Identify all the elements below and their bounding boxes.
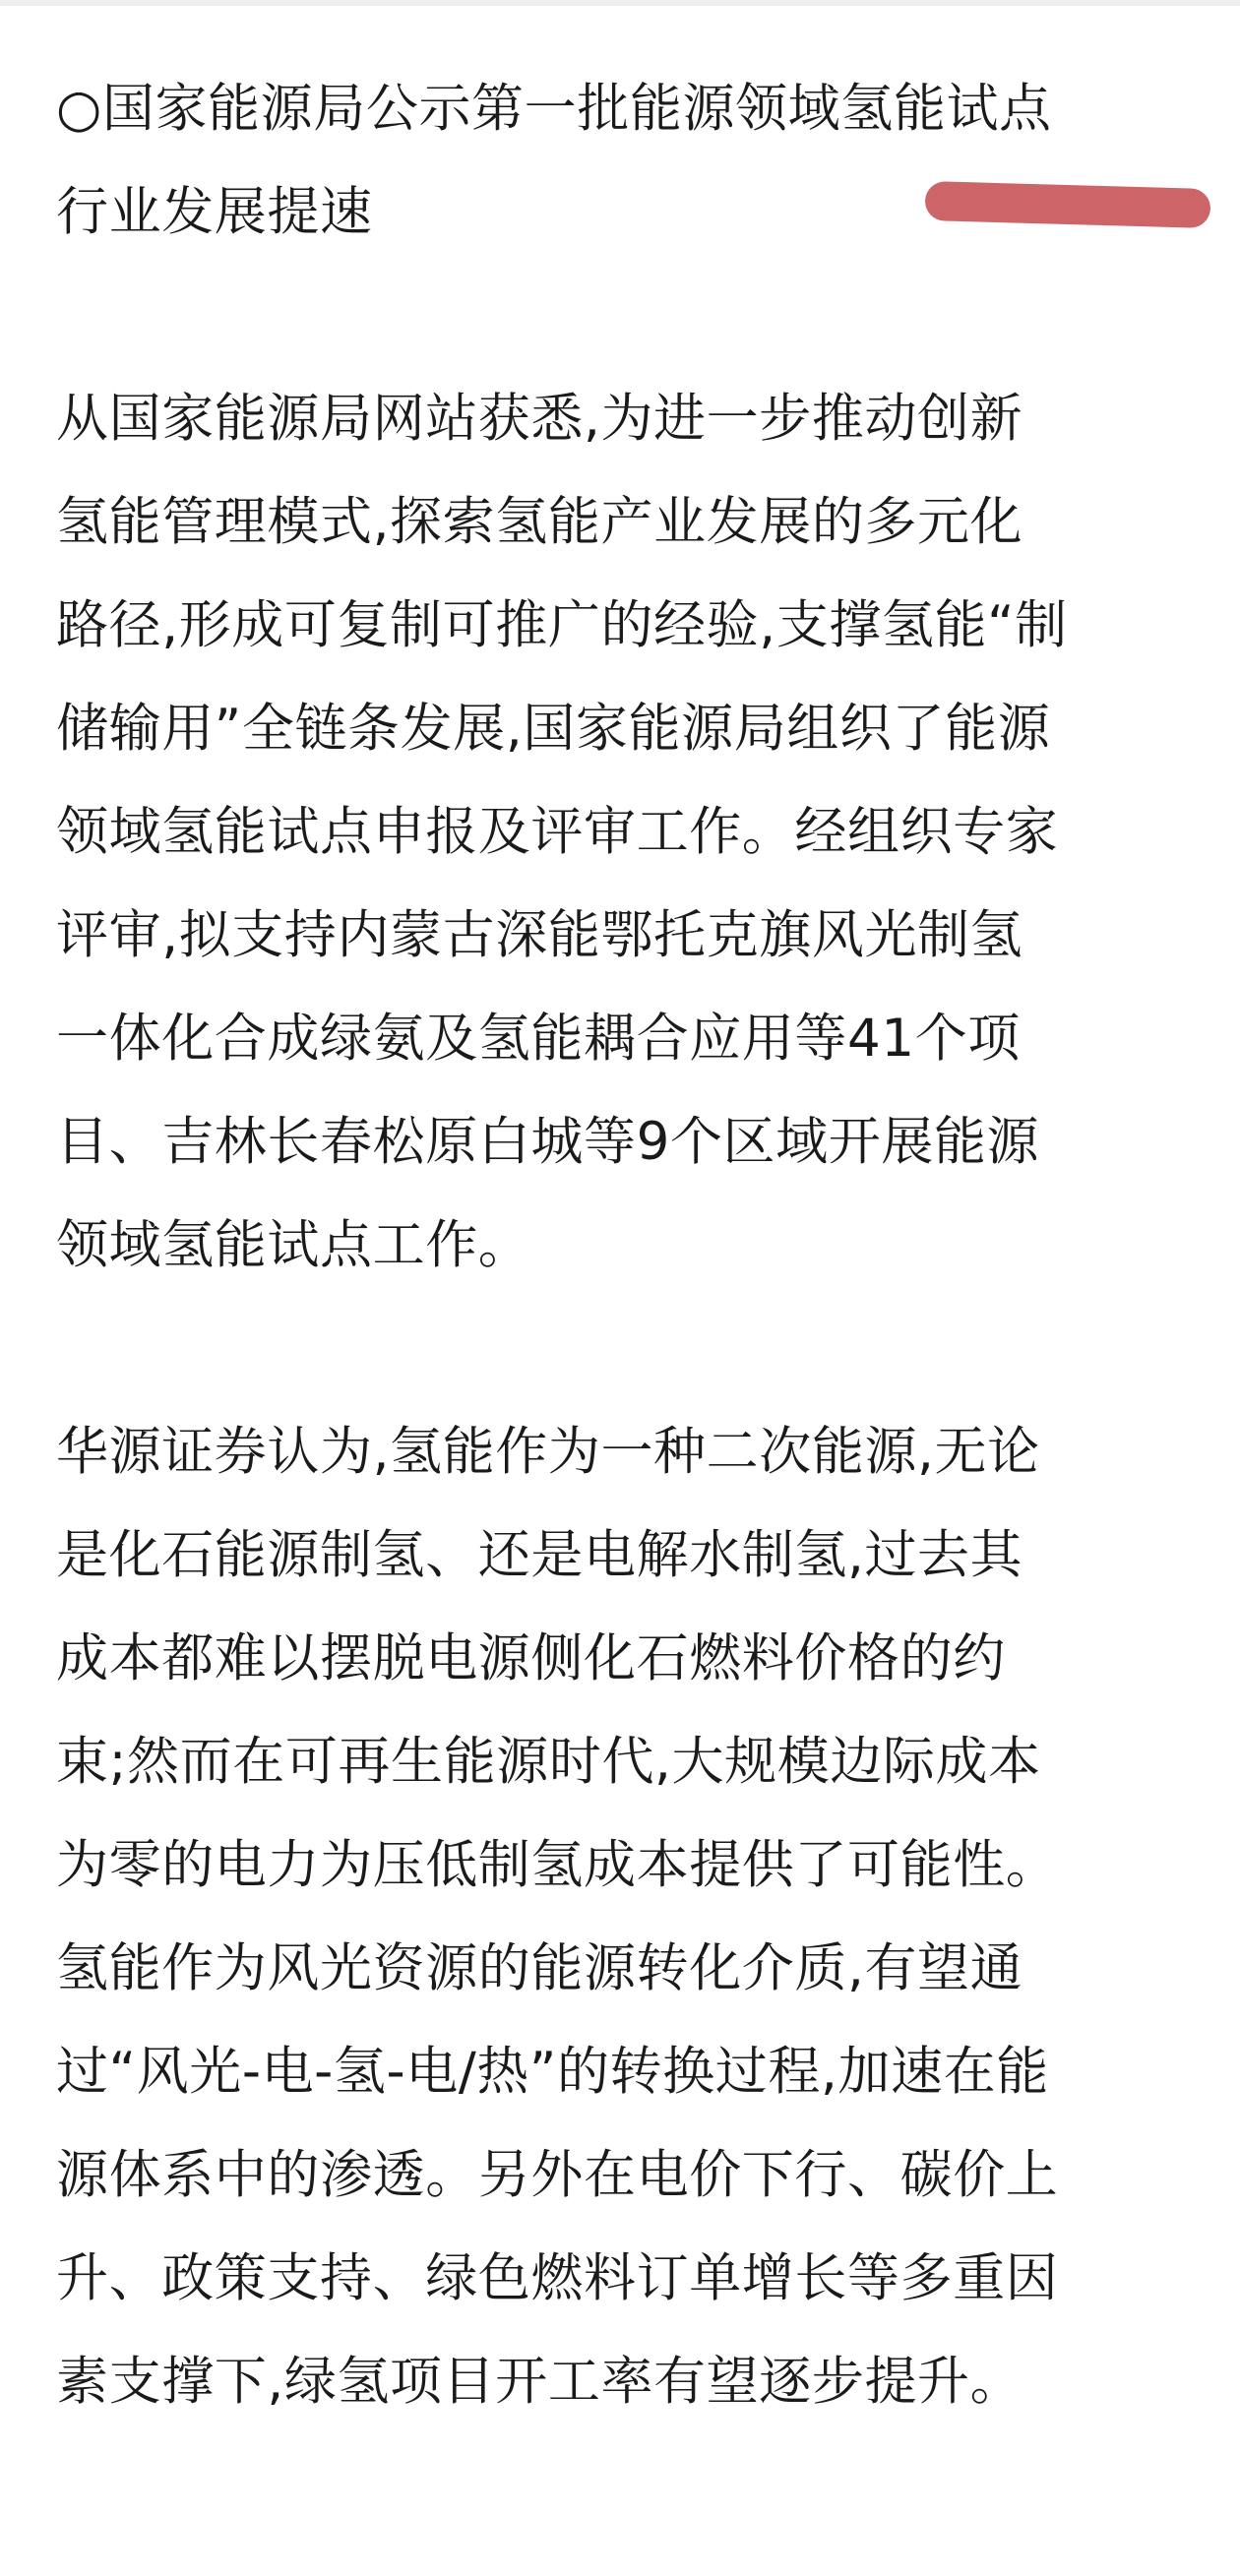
article-body [56, 57, 1188, 2433]
paragraph-1-line: 领域氢能试点申报及评审工作。经组织专家 [56, 802, 1059, 862]
paragraph-2-line: 为零的电力为压低制氢成本提供了可能性。 [56, 1835, 1059, 1895]
headline-line-1: ○国家能源局公示第一批能源领域氢能试点 [56, 79, 1052, 139]
paragraph-1-line: 一体化合成绿氨及氢能耦合应用等41个项 [56, 1009, 1021, 1069]
paragraph-2-line: 过“风光-电-氢-电/热”的转换过程,加速在能 [56, 2042, 1049, 2102]
paragraph-2-line: 束;然而在可再生能源时代,大规模边际成本 [56, 1732, 1041, 1792]
headline [56, 57, 1188, 264]
paragraph-gap [56, 1297, 1188, 1400]
paragraph-2-line: 华源证券认为,氢能作为一种二次能源,无论 [56, 1422, 1040, 1482]
paragraph-2-line: 源体系中的渗透。另外在电价下行、碳价上 [56, 2145, 1059, 2205]
paragraph-2-line: 升、政策支持、绿色燃料订单增长等多重因 [56, 2248, 1059, 2308]
paragraph-2-line: 氢能作为风光资源的能源转化介质,有望通 [56, 1938, 1023, 1998]
paragraph-1-line: 氢能管理模式,探索氢能产业发展的多元化 [56, 492, 1023, 552]
paragraph-2-line: 是化石能源制氢、还是电解水制氢,过去其 [56, 1525, 1023, 1585]
paragraph-1-line: 目、吉林长春松原白城等9个区域开展能源 [56, 1112, 1040, 1172]
paragraph-2-line: 成本都难以摆脱电源侧化石燃料价格的约 [56, 1628, 1006, 1688]
paragraph-1 [56, 367, 1188, 1297]
paragraph-1-line: 评审,拟支持内蒙古深能鄂托克旗风光制氢 [56, 905, 1023, 965]
paragraph-gap [56, 264, 1188, 367]
top-edge-strip [0, 0, 1240, 6]
paragraph-2-line: 素支撑下,绿氢项目开工率有望逐步提升。 [56, 2352, 1023, 2412]
paragraph-2 [56, 1400, 1188, 2433]
headline-line-2: 行业发展提速 [56, 182, 373, 242]
paragraph-1-line: 领域氢能试点工作。 [56, 1215, 531, 1275]
paragraph-1-line: 从国家能源局网站获悉,为进一步推动创新 [56, 389, 1023, 449]
paragraph-1-line: 路径,形成可复制可推广的经验,支撑氢能“制 [56, 595, 1068, 655]
paragraph-1-line: 储输用”全链条发展,国家能源局组织了能源 [56, 699, 1051, 759]
